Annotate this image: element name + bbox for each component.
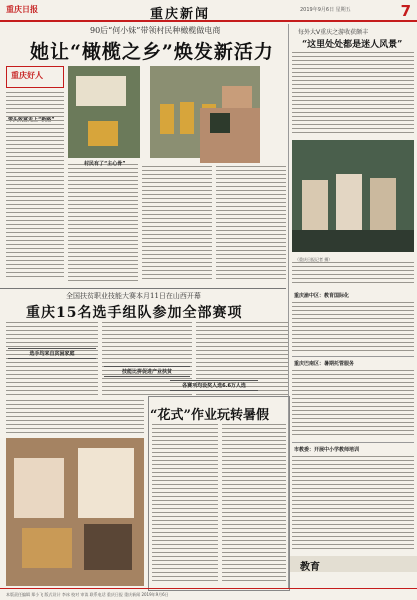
box-head-2: 技能比拼促进产业扶贫: [104, 366, 190, 377]
right-column-text: [292, 52, 414, 138]
issue-date: 2019年9月6日 星期五: [300, 7, 351, 13]
education-section-title: 教育: [300, 562, 320, 573]
page-footer: [0, 588, 417, 600]
box-head-3: 各赛项均设奖人选6.6万人选: [170, 380, 258, 391]
box-head-1: 选手均来自贫困家庭: [8, 348, 96, 359]
section-rule: [0, 288, 286, 289]
column-divider: [288, 24, 289, 288]
lead-photo-3: [200, 108, 260, 163]
newspaper-logo: 重庆日报: [6, 4, 38, 14]
brief-2-text: [292, 370, 414, 440]
brief-1-title: 重庆渝中区：教育国际化: [294, 293, 350, 299]
middle-headline: 重庆15名选手组队参加全部赛项: [26, 305, 243, 321]
bottom-left-text: [6, 400, 144, 436]
middle-column-1: [6, 322, 98, 398]
lead-headline: 她让“橄榄之乡”焕发新活力: [30, 41, 274, 63]
footer-text: 本版责任编辑 郑小飞 版式设计 李冰 校对 审读 联系电话 重庆日报 重庆新闻 2019年9月6日: [6, 592, 169, 597]
right-kicker: 每外大V重庆之游收获颇丰: [298, 29, 369, 36]
lead-column-3: [142, 166, 212, 284]
homework-column-2: [222, 424, 286, 586]
masthead: [0, 0, 417, 22]
page-number: 7: [400, 2, 411, 20]
homework-headline: “花式”作业玩转暑假: [150, 408, 269, 423]
brief-3-text: [292, 456, 414, 552]
lead-kicker: 90后“何小妹”带领村民种橄榄做电商: [90, 26, 221, 35]
right-photo-credit: （重庆日报记者 摄）: [295, 257, 333, 262]
right-headline: “这里处处都是迷人风景”: [302, 40, 403, 50]
homework-photo: [6, 438, 144, 586]
badge-label: 重庆好人: [11, 71, 43, 80]
lead-photo-1: [68, 66, 140, 158]
lead-column-4: [216, 166, 286, 284]
right-photo: [292, 140, 414, 252]
homework-column-1: [152, 424, 218, 586]
lead-column-1: [6, 92, 64, 282]
right-column-text-2: [292, 262, 414, 286]
brief-divider-1: [292, 356, 414, 357]
middle-kicker: 全国扶贫职业技能大赛本月11日在山西开幕: [66, 292, 201, 300]
good-person-badge: [6, 66, 64, 88]
brief-1-text: [292, 302, 414, 354]
lead-column-2: [68, 164, 138, 284]
brief-divider-2: [292, 442, 414, 443]
lead-subhead-2: 村民有了“主心骨”: [84, 161, 126, 167]
brief-2-title: 重庆巴南区：暑期托管服务: [294, 361, 355, 367]
section-title: 重庆新闻: [150, 7, 211, 22]
brief-3-title: 市教委：开展中小学教师培训: [294, 447, 360, 453]
